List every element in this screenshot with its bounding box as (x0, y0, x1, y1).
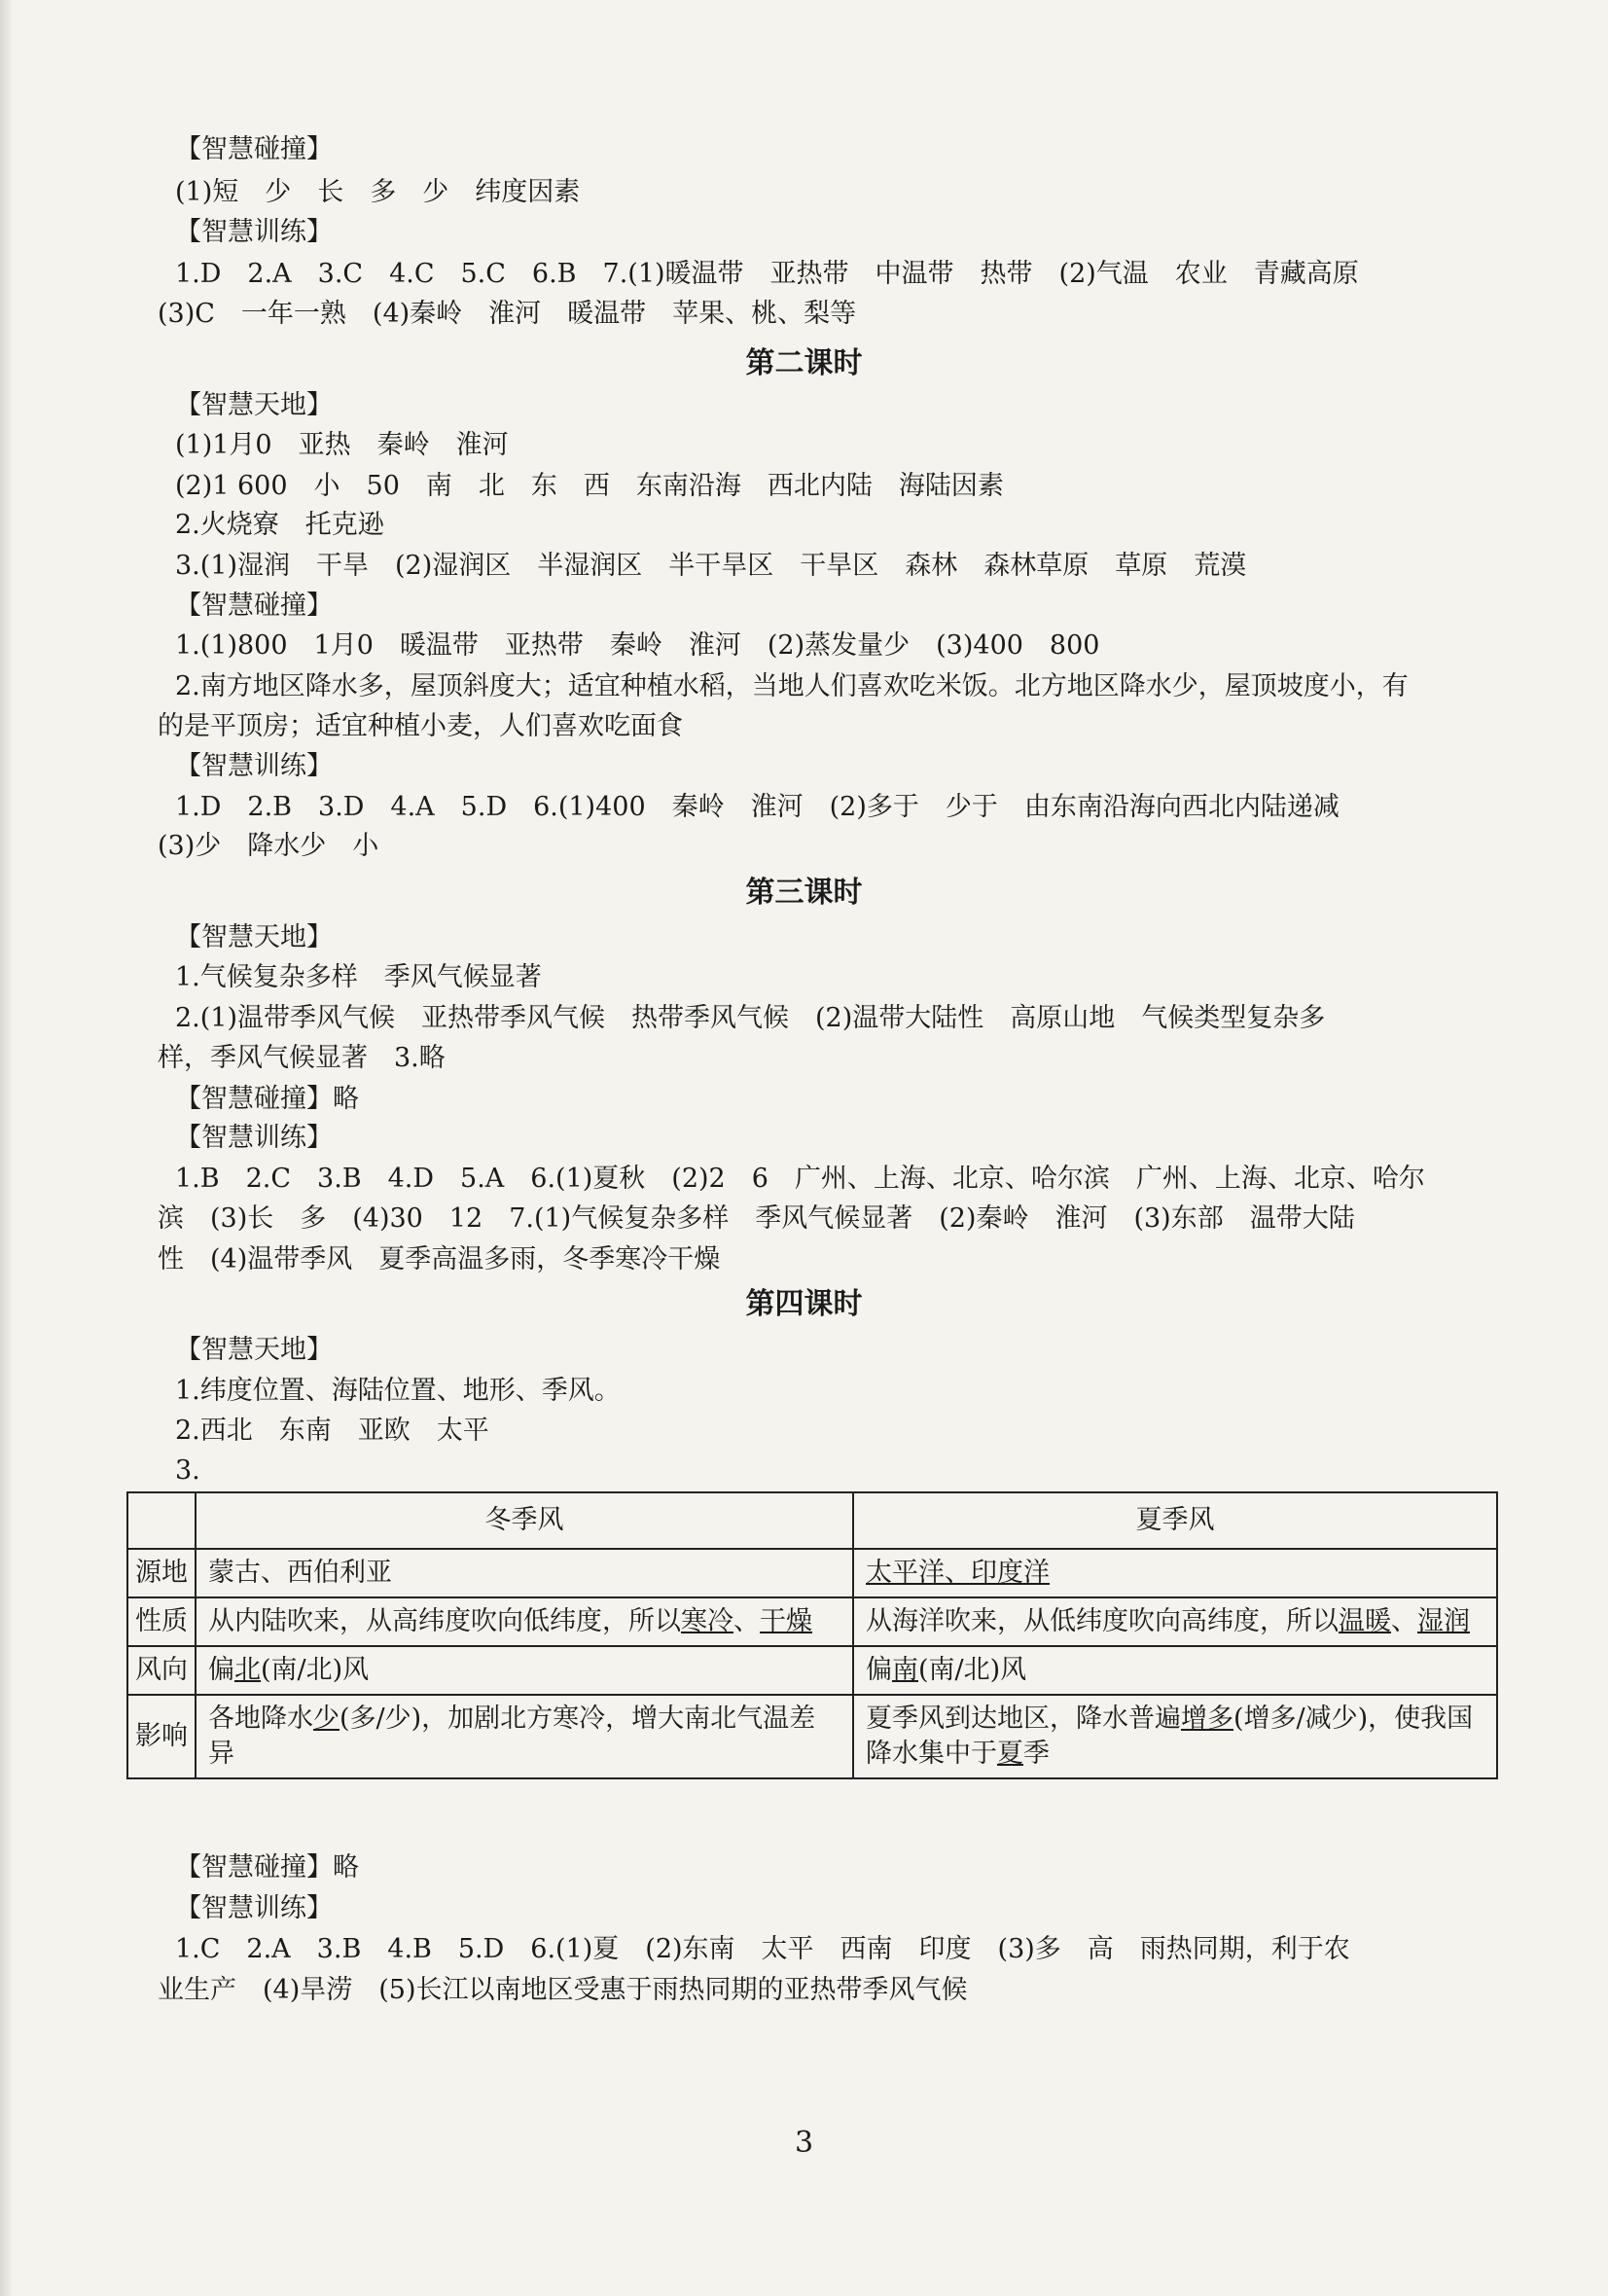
answer-line: 1.(1)800 1月0 暖温带 亚热带 秦岭 淮河 (2)蒸发量少 (3)400 800 (175, 630, 1100, 661)
answer-line: (3)少 降水少 小 (158, 831, 379, 861)
section-label-xunlian: 【智慧训练】 (175, 217, 333, 247)
cell-winter-source: 蒙古、西伯利亚 (196, 1549, 853, 1597)
table-header-summer: 夏季风 (853, 1492, 1497, 1549)
answer-line: 业生产 (4)旱涝 (5)长江以南地区受惠于雨热同期的亚热带季风气候 (158, 1975, 968, 2005)
lesson-title: 第二课时 (745, 346, 863, 380)
section-label-tiandi: 【智慧天地】 (175, 1335, 333, 1365)
section-label-xunlian: 【智慧训练】 (175, 751, 333, 781)
cell-winter-impact (196, 1695, 853, 1778)
monsoon-table (126, 1491, 1498, 1779)
answer-fill: 北 (234, 1655, 261, 1685)
answer-line: 1.C 2.A 3.B 4.B 5.D 6.(1)夏 (2)东南 太平 西南 印度 (3)多 高 雨热同期，利于农 (175, 1934, 1350, 1964)
cell-summer-source: 太平洋、印度洋 (853, 1549, 1497, 1597)
answer-fill: 湿润 (1417, 1606, 1470, 1636)
answer-line: 2.(1)温带季风气候 亚热带季风气候 热带季风气候 (2)温带大陆性 高原山地 气候类型复杂多 (175, 1003, 1326, 1033)
page-number: 3 (794, 2126, 814, 2160)
cell-text: 各地降水 (208, 1704, 313, 1734)
answer-line: 2.火烧寮 托克逊 (175, 510, 384, 540)
answer-line: 性 (4)温带季风 夏季高温多雨，冬季寒冷干燥 (158, 1244, 721, 1274)
answer-fill: 温暖 (1339, 1606, 1391, 1636)
table-header-winter: 冬季风 (196, 1492, 853, 1549)
cell-text: 偏 (208, 1655, 234, 1685)
answer-line: (1)短 少 长 多 少 纬度因素 (175, 177, 581, 207)
answer-line: 1.气候复杂多样 季风气候显著 (175, 962, 542, 992)
table-row (127, 1695, 1497, 1778)
answer-line: 滨 (3)长 多 (4)30 12 7.(1)气候复杂多样 季风气候显著 (2)秦岭 淮河 (3)东部 温带大陆 (158, 1203, 1355, 1234)
answer-line: 3.(1)湿润 干旱 (2)湿润区 半湿润区 半干旱区 干旱区 森林 森林草原 草原 荒漠 (175, 551, 1247, 581)
answer-line: (3)C 一年一熟 (4)秦岭 淮河 暖温带 苹果、桃、梨等 (158, 299, 857, 329)
section-label-pengzhuang: 【智慧碰撞】略 (175, 1852, 359, 1883)
answer-line: 2.西北 东南 亚欧 太平 (175, 1416, 489, 1446)
cell-winter-direction (196, 1646, 853, 1695)
section-label-tiandi: 【智慧天地】 (175, 922, 333, 952)
cell-text: 夏季风到达地区，降水普遍 (866, 1704, 1181, 1734)
answer-fill: 南 (892, 1655, 918, 1685)
lesson-title: 第三课时 (745, 876, 863, 910)
cell-text: 、 (733, 1606, 760, 1636)
cell-text: 从海洋吹来，从低纬度吹向高纬度，所以 (866, 1606, 1339, 1636)
section-label-pengzhuang: 【智慧碰撞】略 (175, 1084, 359, 1114)
answer-fill: 增多 (1181, 1704, 1233, 1734)
cell-summer-impact (853, 1695, 1497, 1778)
answer-line: 2.南方地区降水多，屋顶斜度大；适宜种植水稻，当地人们喜欢吃米饭。北方地区降水少，屋顶坡度小，有 (175, 671, 1409, 701)
cell-text: 从内陆吹来，从高纬度吹向低纬度，所以 (208, 1606, 681, 1636)
cell-text: (南/北)风 (918, 1655, 1027, 1685)
answer-line: (1)1月0 亚热 秦岭 淮河 (175, 430, 509, 460)
cell-summer-nature (853, 1597, 1497, 1646)
cell-text: (南/北)风 (261, 1655, 370, 1685)
row-head-direction: 风向 (127, 1646, 196, 1695)
answer-line: 3. (175, 1455, 200, 1486)
row-head-impact: 影响 (127, 1695, 196, 1778)
answer-line: 的是平顶房；适宜种植小麦，人们喜欢吃面食 (158, 711, 683, 741)
answer-line: 样，季风气候显著 3.略 (158, 1043, 446, 1073)
table-corner-cell (127, 1492, 196, 1549)
answer-fill: 干燥 (760, 1606, 812, 1636)
row-head-nature: 性质 (127, 1597, 196, 1646)
cell-text: 、 (1391, 1606, 1417, 1636)
answer-line: 1.纬度位置、海陆位置、地形、季风。 (175, 1376, 621, 1406)
answer-line: (2)1 600 小 50 南 北 东 西 东南沿海 西北内陆 海陆因素 (175, 471, 1004, 501)
answer-fill: 夏 (997, 1739, 1023, 1769)
row-head-source: 源地 (127, 1549, 196, 1597)
answer-fill: 少 (313, 1704, 339, 1734)
table-row (127, 1597, 1497, 1646)
answer-fill: 寒冷 (681, 1606, 733, 1636)
section-label-xunlian: 【智慧训练】 (175, 1893, 333, 1923)
section-label-xunlian: 【智慧训练】 (175, 1123, 333, 1153)
section-label-pengzhuang: 【智慧碰撞】 (175, 134, 333, 164)
lesson-title: 第四课时 (745, 1287, 863, 1321)
cell-text: 偏 (866, 1655, 892, 1685)
table-header-row (127, 1492, 1497, 1549)
cell-summer-direction (853, 1646, 1497, 1695)
answer-line: 1.B 2.C 3.B 4.D 5.A 6.(1)夏秋 (2)2 6 广州、上海、北京、哈尔滨 广州、上海、北京、哈尔 (175, 1164, 1425, 1194)
section-label-tiandi: 【智慧天地】 (175, 390, 333, 420)
cell-text: (增多/减少)，使我国降水集中于 (866, 1704, 1474, 1769)
cell-winter-nature (196, 1597, 853, 1646)
cell-text: 季 (1023, 1739, 1050, 1769)
section-label-pengzhuang: 【智慧碰撞】 (175, 591, 333, 621)
answer-line: 1.D 2.A 3.C 4.C 5.C 6.B 7.(1)暖温带 亚热带 中温带 热带 (2)气温 农业 青藏高原 (175, 259, 1359, 289)
table-row (127, 1646, 1497, 1695)
answer-line: 1.D 2.B 3.D 4.A 5.D 6.(1)400 秦岭 淮河 (2)多于 少于 由东南沿海向西北内陆递减 (175, 792, 1340, 822)
cell-text: (多/少)，加剧北方寒冷，增大南北气温差异 (208, 1704, 816, 1769)
table-row (127, 1549, 1497, 1597)
